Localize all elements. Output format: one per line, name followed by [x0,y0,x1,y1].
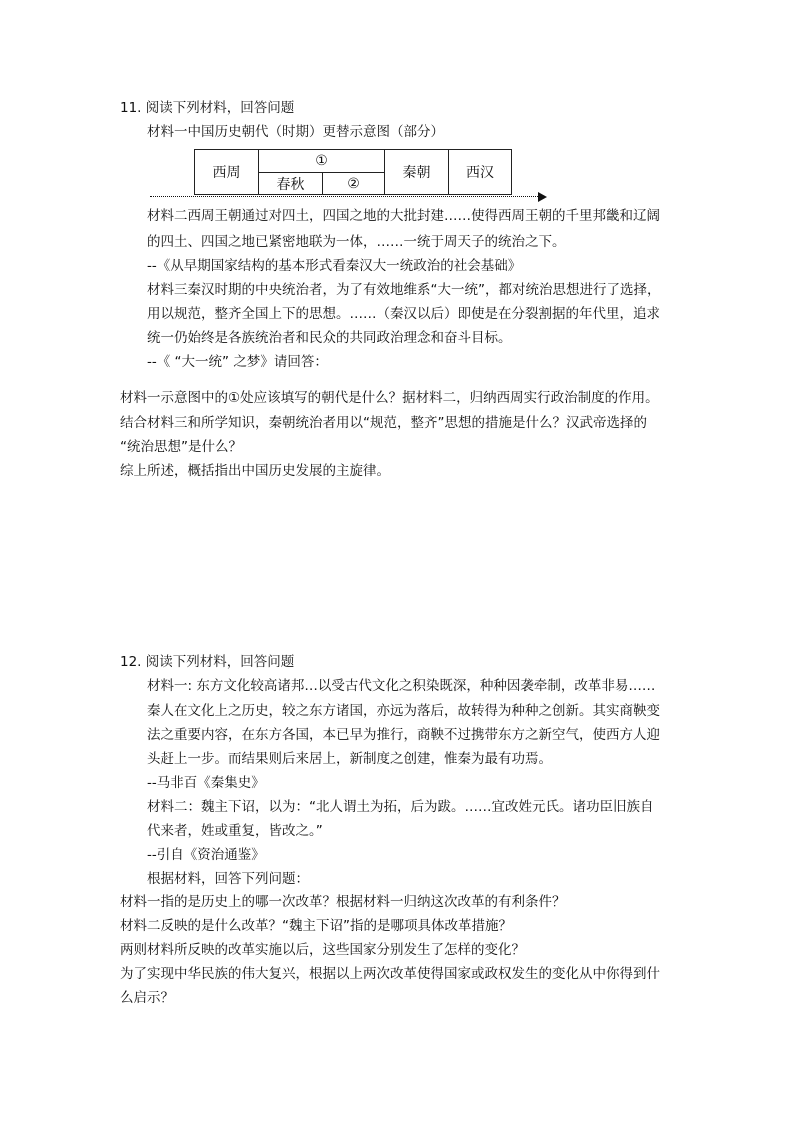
q11-text-line: 的四土、四国之地已紧密地联为一体，……一统于周天子的统治之下。 [147,234,566,250]
q12-question: 两则材料所反映的改革实施以后，这些国家分别发生了怎样的变化？ [120,942,525,958]
q12-text-line: 法之重要内容，在东方各国，本已早为推行，商鞅不过携带东方之新空气，使西方人迎 [147,727,660,743]
q11-question: “统治思想”是什么？ [120,439,242,455]
q12-question: 为了实现中华民族的伟大复兴，根据以上两次改革使得国家或政权发生的变化从中你得到什 [120,966,660,982]
cell-xihan: 西汉 [448,149,512,195]
q12-source-line: --引自《资治通鉴》 [147,847,265,863]
q12-text-line: 头赶上一步。而结果则后来居上，新制度之创建，惟秦为最有功焉。 [147,751,552,767]
q11-text-line: 统一仍始终是各族统治者和民众的共同政治理念和奋斗目标。 [147,330,512,346]
q11-text-line: 用以规范，整齐全国上下的思想。……（秦汉以后）即使是在分裂割据的年代里，追求 [147,306,660,322]
q11-question: 综上所述，概括指出中国历史发展的主旋律。 [120,463,390,479]
cell-blank-1: ① [258,149,385,173]
q11-question: 结合材料三和所学知识，秦朝统治者用以“规范，整齐”思想的措施是什么？汉武帝选择的 [120,415,647,431]
cell-xizhou: 西周 [194,149,259,195]
cell-qin: 秦朝 [384,149,449,195]
q12-question: 材料二反映的是什么改革？“魏主下诏”指的是哪项具体改革措施？ [120,918,512,934]
dynasty-timeline-diagram [150,149,550,205]
arrow-right-icon [538,192,547,202]
question-11-heading: 11. 阅读下列材料，回答问题 [120,100,295,116]
q11-text-line: 材料三秦汉时期的中央统治者，为了有效地维系“大一统”，都对统治思想进行了选择， [147,282,661,298]
timeline-arrow-line [150,196,542,197]
timeline-table [194,149,664,195]
cell-chunqiu: 春秋 [258,172,323,195]
q12-text-line: 代来者，姓或重复，皆改之。” [147,823,323,839]
question-12-heading: 12. 阅读下列材料，回答问题 [120,654,295,670]
q11-source-line: --《 “大一统” 之梦》请回答： [147,354,328,370]
q12-source-line: --马非百《秦集史》 [147,775,265,791]
cell-blank-2: ② [322,172,385,195]
q12-text-line: 材料二：魏主下诏，以为：“北人谓土为拓，后为跋。……宜改姓元氏。诸功臣旧族自 [147,799,654,815]
material-1-title: 材料一中国历史朝代（时期）更替示意图（部分） [147,124,444,140]
q12-question: 么启示？ [120,990,174,1006]
q12-text-line: 材料一: 东方文化较高诸邦…以受古代文化之积染既深，种种因袭牵制，改革非易…… [147,678,656,694]
q12-instruction: 根据材料，回答下列问题： [147,871,309,887]
q11-question: 材料一示意图中的①处应该填写的朝代是什么？据材料二，归纳西周实行政治制度的作用。 [120,390,659,406]
q11-source-line: --《从早期国家结构的基本形式看秦汉大一统政治的社会基础》 [147,258,522,274]
q11-text-line: 材料二西周王朝通过对四土，四国之地的大批封建……使得西周王朝的千里邦畿和辽阔 [147,208,660,224]
q12-text-line: 秦人在文化上之历史，较之东方诸国，亦远为落后，故转得为种种之创新。其实商鞅变 [147,703,660,719]
q12-question: 材料一指的是历史上的哪一次改革？根据材料一归纳这次改革的有利条件？ [120,894,566,910]
